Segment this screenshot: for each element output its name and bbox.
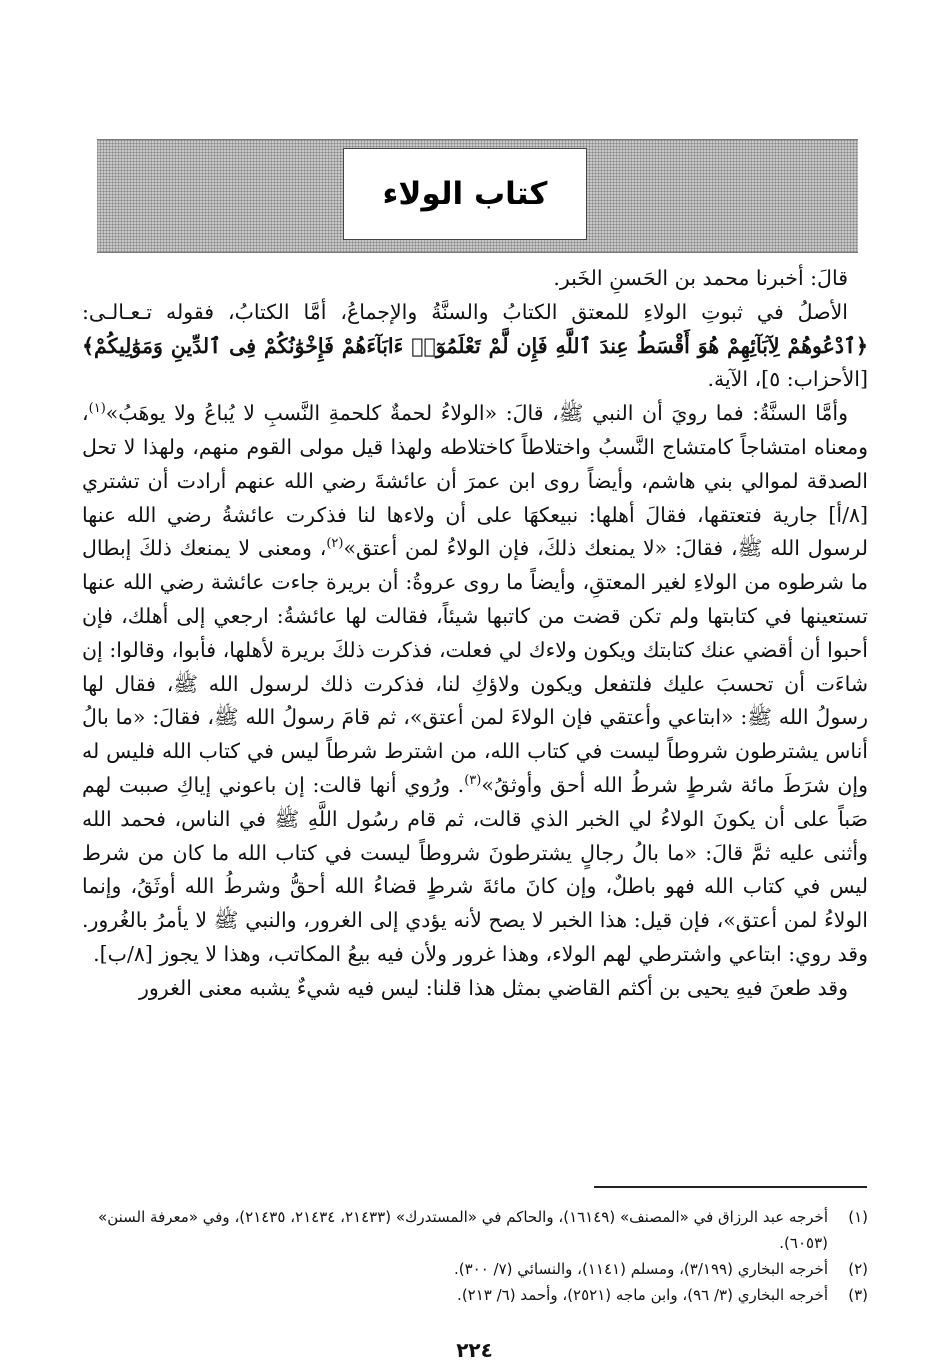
footnote-text: أخرجه البخاري (٣/ ٩٦)، وابن ماجه (٢٥٢١)، وأحمد (٦/ ٢١٣).	[457, 1286, 828, 1304]
paragraph-intro: قالَ: أخبرنا محمد بن الحَسنِ الخَبر.	[553, 266, 848, 290]
footnote-number: (٢)	[848, 1260, 868, 1278]
footnote-text: أخرجه عبد الرزاق في «المصنف» (١٦١٤٩)، والحاكم في «المستدرك» (٢١٤٣٣، ٢١٤٣٤، ٢١٤٣٥)، وفي «معرفة السنن» (٦٠٥٣).	[98, 1208, 828, 1252]
sunnah-text-1: وأمَّا السنَّةُ: فما رويَ أن النبي ﷺ، قالَ: «الولاءُ لحمةٌ كلحمةِ النَّسبِ لا يُباعُ ولا يوهَبُ»	[105, 401, 848, 426]
footnotes	[82, 1204, 868, 1308]
sunnah-text-3: ، ومعنى لا يمنعك ذلكَ إبطال ما شرطوه من الولاءِ لغير المعتقِ، وأيضاً ما روى عروةُ: أن بريرة جاءت عائشة رضي الله عنها تستعينها في كتابتها ولم تكن قضت من كاتبها شيئاً، فقالت لها عائشةُ: ارجعي إلى أهلك، فإن أحبوا أن أقضي عنك كتابتك ويكون ولاءك لي فعلت، فذكرت ذلكَ بريرة لأهلها، فأبوا، وقالوا: إن شاءَت أن تحسبَ عليك فلتفعل ويكون ولاؤكِ لنا، فذكرت ذلك لرسول الله ﷺ، فقال لها رسولُ الله ﷺ: «ابتاعي وأعتقي فإن الولاءَ لمن أعتق»، ثم قامَ رسولُ الله ﷺ، فقالَ: «ما بالُ أناس يشترطون شروطاً ليست في كتاب الله، من اشترط شرطاً ليس في كتاب الله فليس له وإن شرَطَ مائة شرطٍ شرطُ الله أحق وأوثقُ»	[82, 536, 868, 797]
paragraph-origin	[82, 296, 868, 397]
footnote-item	[82, 1256, 868, 1282]
footnote-number: (١)	[848, 1208, 868, 1226]
sunnah-text-4: . ورُوي أنها قالت: إن باعوني إياكِ صببت لهم صَباً على أن يكونَ الولاءُ لي الخبر الذي قالت، ثم قام رسُول اللَّهِ ﷺ في الناس، فحمد الله وأثنى عليه ثمَّ قالَ: «ما بالُ رجالٍ يشترطونَ شروطاً ليست في كتاب الله ما كان من شرط ليس في كتاب الله فهو باطلٌ، وإن كانَ مائةَ شرطٍ قضاءُ الله أحقُّ وشرطُ الله أوثَقُ، وإنما الولاءُ لمن أعتق»، فإن قيل: هذا الخبر لا يصح لأنه يؤدي إلى الغرور، والنبي ﷺ لا يأمرُ بالغُرور. وقد روي: ابتاعي واشترطي لهم الولاء، وهذا غرور ولأن فيه بيعُ المكاتب، وهذا لا يجوز [٨/ب].	[82, 772, 868, 966]
paragraph-sunnah	[82, 397, 868, 972]
paragraph-objection: وقد طعنَ فيهِ يحيى بن أكثم القاضي بمثل هذا قلنا: ليس فيه شيءٌ يشبه معنى الغرور	[138, 975, 848, 1000]
footnote-item	[82, 1282, 868, 1308]
chapter-banner	[97, 139, 858, 253]
footnote-number: (٣)	[848, 1286, 868, 1304]
quran-reference: [الأحزاب: ٥]، الآية.	[707, 367, 868, 392]
chapter-title-box	[343, 148, 587, 240]
footnote-divider	[594, 1186, 867, 1188]
sunnah-text-2: ، ومعناه امتشاجاً كامتشاج النَّسبُ واختلاطاً كاختلاطه ولهذا قيل مولى القوم منهم، ولهذا لا تحل الصدقة لموالي بني هاشم، وأيضاً روى ابن عمرَ أن عائشةَ رضي الله عنهم أرادت أن تشتري [٨/أ] جارية فتعتقها، فقالَ أهلها: نبيعكهَا على أن ولاءها لنا فذكرت عائشةُ رضي الله عنها لرسول الله ﷺ، فقالَ: «لا يمنعك ذلكَ، فإن الولاءُ لمن أعتق»	[82, 401, 868, 561]
footnote-ref-2: (٢)	[326, 536, 344, 552]
main-text	[82, 262, 868, 1006]
page-number: ٢٢٤	[456, 1338, 493, 1362]
footnote-item	[82, 1204, 868, 1256]
footnote-ref-1: (١)	[88, 401, 106, 417]
paragraph-origin-text: الأصلُ في ثبوتِ الولاءِ للمعتق الكتابُ والسنَّةُ والإجماعُ، أمَّا الكتابُ، فقوله تـعـالـى:	[82, 299, 848, 324]
quran-verse: ﴿ٱدْعُوهُمْ لِآبَآئِهِمْ هُوَ أَقْسَطُ عِندَ ٱللَّهِ فَإِن لَّمْ تَعْلَمُوٓا۟ ءَابَآءَهُمْ فَإِخْوَٰنُكُمْ فِى ٱلدِّينِ وَمَوَٰلِيكُمْ﴾	[82, 333, 868, 358]
footnote-ref-3: (٣)	[464, 773, 482, 789]
chapter-title: كتاب الولاء	[382, 176, 548, 212]
footnote-text: أخرجه البخاري (٣/١٩٩)، ومسلم (١١٤١)، والنسائي (٧/ ٣٠٠).	[453, 1260, 828, 1278]
